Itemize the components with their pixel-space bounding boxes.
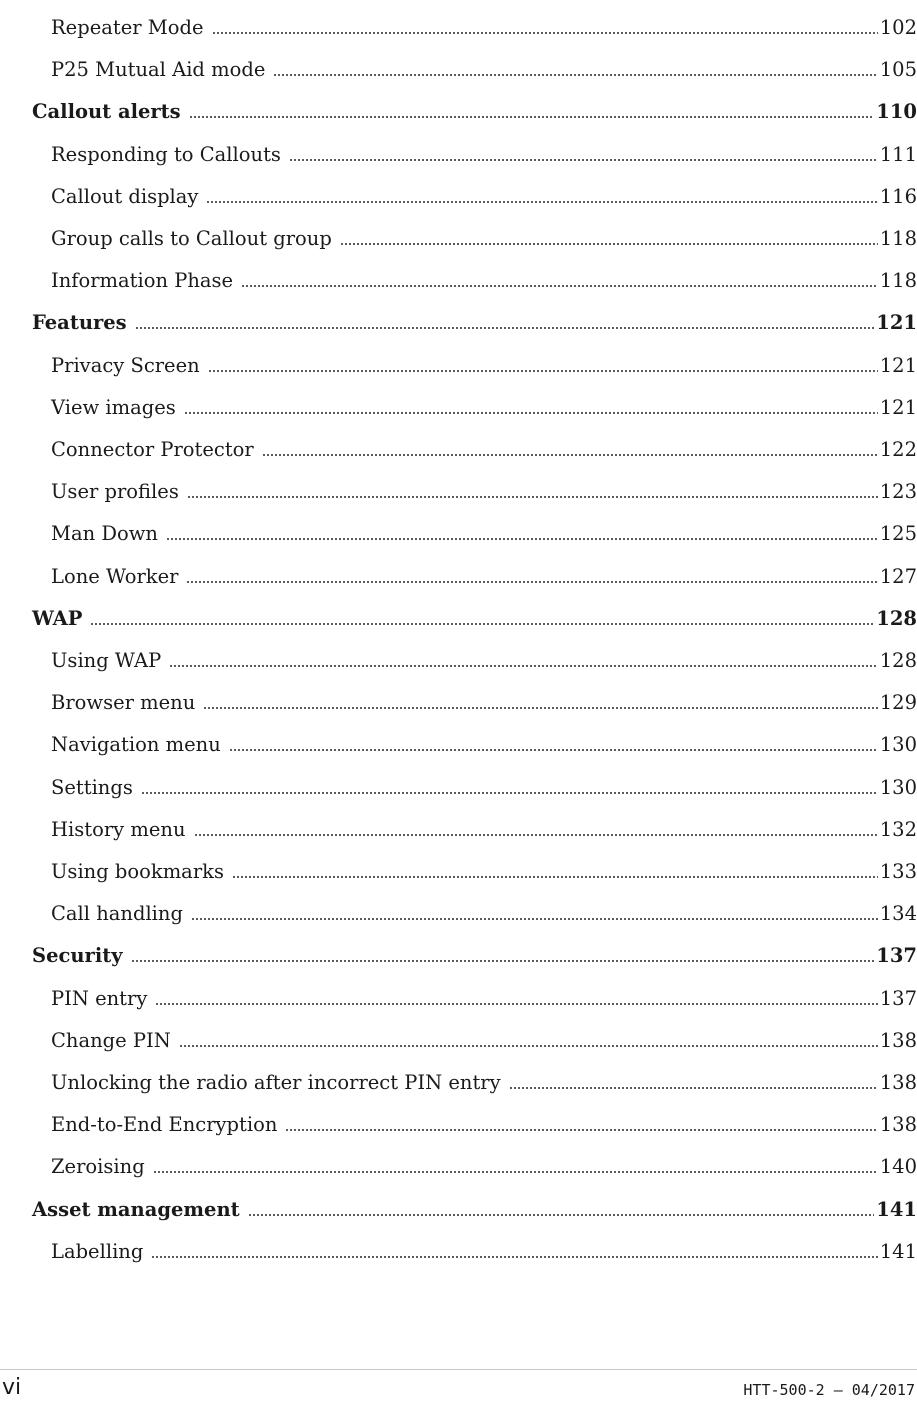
- toc-entry-title: Zeroising: [51, 1155, 145, 1178]
- toc-section-entry[interactable]: [0, 140, 917, 170]
- toc-entry-title: Information Phase: [51, 269, 234, 292]
- dot-leader: [135, 327, 875, 329]
- footer-divider: [0, 1369, 917, 1370]
- dot-leader: [212, 32, 878, 34]
- toc-entry-title: Labelling: [51, 1240, 144, 1263]
- toc-entry-title: PIN entry: [51, 987, 148, 1010]
- footer-document-id: HTT-500-2 – 04/2017: [743, 1381, 915, 1399]
- toc-section-entry[interactable]: [0, 773, 917, 803]
- toc-section-entry[interactable]: [0, 182, 917, 212]
- footer-page-number: vi: [2, 1375, 22, 1400]
- toc-entry-title: WAP: [32, 607, 83, 630]
- toc-entry-title: Lone Worker: [51, 565, 179, 588]
- toc-entry-page-number: 137: [876, 944, 917, 967]
- toc-entry-page-number: 132: [879, 818, 917, 841]
- dot-leader: [248, 1214, 875, 1216]
- toc-entry-title: Call handling: [51, 902, 183, 925]
- dot-leader: [340, 243, 878, 245]
- dot-leader: [169, 665, 878, 667]
- toc-chapter-entry[interactable]: [0, 97, 917, 127]
- toc-entry-page-number: 128: [876, 607, 917, 630]
- toc-entry-title: Repeater Mode: [51, 16, 204, 39]
- toc-section-entry[interactable]: [0, 1026, 917, 1056]
- toc-section-entry[interactable]: [0, 646, 917, 676]
- dot-leader: [232, 876, 878, 878]
- toc-entry-page-number: 125: [879, 522, 917, 545]
- dot-leader: [187, 496, 878, 498]
- toc-section-entry[interactable]: [0, 1068, 917, 1098]
- toc-entry-title: Features: [32, 311, 127, 334]
- dot-leader: [166, 538, 878, 540]
- toc-entry-title: User profiles: [51, 480, 179, 503]
- toc-section-entry[interactable]: [0, 1152, 917, 1182]
- dot-leader: [186, 581, 877, 583]
- toc-entry-title: Callout display: [51, 185, 199, 208]
- toc-entry-title: Security: [32, 944, 123, 967]
- toc-entry-page-number: 121: [879, 354, 917, 377]
- dot-leader: [285, 1129, 877, 1131]
- toc-entry-title: Group calls to Callout group: [51, 227, 332, 250]
- toc-entry-title: Navigation menu: [51, 733, 221, 756]
- toc-entry-page-number: 127: [879, 565, 917, 588]
- toc-entry-title: Privacy Screen: [51, 354, 200, 377]
- toc-entry-page-number: 128: [879, 649, 917, 672]
- dot-leader: [189, 116, 875, 118]
- dot-leader: [191, 918, 878, 920]
- dot-leader: [184, 412, 878, 414]
- toc-section-entry[interactable]: [0, 55, 917, 85]
- toc-section-entry[interactable]: [0, 477, 917, 507]
- toc-entry-page-number: 102: [879, 16, 917, 39]
- dot-leader: [289, 159, 878, 161]
- toc-entry-page-number: 138: [879, 1029, 917, 1052]
- dot-leader: [155, 1003, 877, 1005]
- dot-leader: [141, 792, 878, 794]
- toc-section-entry[interactable]: [0, 435, 917, 465]
- dot-leader: [153, 1171, 878, 1173]
- dot-leader: [229, 749, 878, 751]
- toc-chapter-entry[interactable]: [0, 941, 917, 971]
- toc-entry-page-number: 130: [879, 776, 917, 799]
- toc-chapter-entry[interactable]: [0, 308, 917, 338]
- toc-entry-page-number: 130: [879, 733, 917, 756]
- toc-entry-title: P25 Mutual Aid mode: [51, 58, 266, 81]
- toc-entry-title: End-to-End Encryption: [51, 1113, 278, 1136]
- toc-entry-page-number: 137: [879, 987, 917, 1010]
- toc-section-entry[interactable]: [0, 815, 917, 845]
- toc-entry-page-number: 118: [879, 227, 917, 250]
- dot-leader: [208, 370, 878, 372]
- dot-leader: [151, 1256, 877, 1258]
- toc-entry-page-number: 123: [879, 480, 917, 503]
- dot-leader: [203, 707, 877, 709]
- toc-section-entry[interactable]: [0, 899, 917, 929]
- toc-entry-page-number: 134: [879, 902, 917, 925]
- dot-leader: [194, 834, 878, 836]
- toc-entry-title: Settings: [51, 776, 133, 799]
- toc-entry-title: Using WAP: [51, 649, 162, 672]
- toc-entry-page-number: 105: [879, 58, 917, 81]
- toc-entry-title: Unlocking the radio after incorrect PIN entry: [51, 1071, 501, 1094]
- toc-entry-title: Browser menu: [51, 691, 196, 714]
- toc-section-entry[interactable]: [0, 730, 917, 760]
- toc-entry-page-number: 140: [879, 1155, 917, 1178]
- toc-section-entry[interactable]: [0, 1110, 917, 1140]
- toc-section-entry[interactable]: [0, 266, 917, 296]
- toc-section-entry[interactable]: [0, 562, 917, 592]
- toc-entry-title: Man Down: [51, 522, 158, 545]
- dot-leader: [273, 74, 877, 76]
- toc-section-entry[interactable]: [0, 13, 917, 43]
- toc-entry-title: View images: [51, 396, 176, 419]
- toc-entry-page-number: 129: [879, 691, 917, 714]
- toc-chapter-entry[interactable]: [0, 1195, 917, 1225]
- toc-entry-page-number: 111: [879, 143, 917, 166]
- toc-section-entry[interactable]: [0, 393, 917, 423]
- toc-entry-page-number: 121: [879, 396, 917, 419]
- dot-leader: [509, 1087, 878, 1089]
- toc-chapter-entry[interactable]: [0, 604, 917, 634]
- dot-leader: [241, 285, 878, 287]
- toc-entry-title: Asset management: [32, 1198, 240, 1221]
- toc-entry-page-number: 141: [876, 1198, 917, 1221]
- toc-entry-title: Connector Protector: [51, 438, 254, 461]
- toc-entry-page-number: 116: [879, 185, 917, 208]
- toc-entry-title: History menu: [51, 818, 186, 841]
- toc-entry-page-number: 121: [876, 311, 917, 334]
- toc-entry-page-number: 141: [879, 1240, 917, 1263]
- toc-entry-page-number: 133: [879, 860, 917, 883]
- toc-entry-title: Responding to Callouts: [51, 143, 281, 166]
- dot-leader: [90, 623, 874, 625]
- toc-section-entry[interactable]: [0, 857, 917, 887]
- toc-section-entry[interactable]: [0, 519, 917, 549]
- toc-entry-page-number: 138: [879, 1113, 917, 1136]
- dot-leader: [131, 960, 875, 962]
- toc-entry-page-number: 118: [879, 269, 917, 292]
- toc-entry-title: Using bookmarks: [51, 860, 224, 883]
- toc-entry-page-number: 138: [879, 1071, 917, 1094]
- dot-leader: [179, 1045, 878, 1047]
- toc-section-entry[interactable]: [0, 984, 917, 1014]
- dot-leader: [262, 454, 878, 456]
- toc-section-entry[interactable]: [0, 351, 917, 381]
- toc-entry-title: Callout alerts: [32, 100, 181, 123]
- toc-section-entry[interactable]: [0, 224, 917, 254]
- toc-entry-page-number: 122: [879, 438, 917, 461]
- toc-entry-page-number: 110: [876, 100, 917, 123]
- toc-section-entry[interactable]: [0, 688, 917, 718]
- toc-section-entry[interactable]: [0, 1237, 917, 1267]
- dot-leader: [206, 201, 877, 203]
- toc-entry-title: Change PIN: [51, 1029, 171, 1052]
